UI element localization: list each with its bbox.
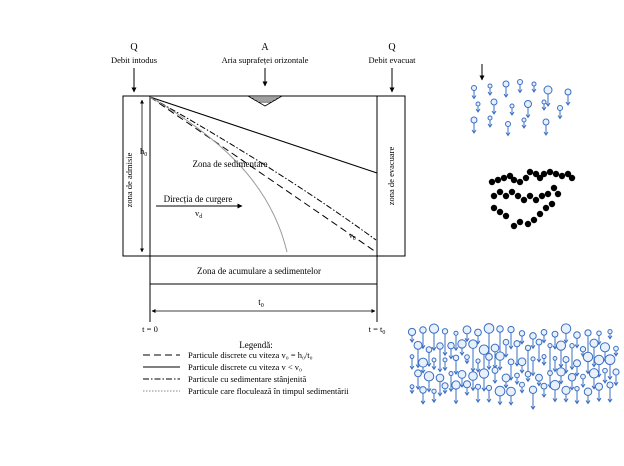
particle-icon bbox=[502, 374, 510, 388]
particle-icon bbox=[415, 370, 422, 389]
flow-direction-label: Direcția de curgere bbox=[163, 194, 233, 204]
particle-icon bbox=[452, 381, 460, 403]
floc-particle-icon bbox=[521, 197, 527, 203]
outlet-label: Debit evacuat bbox=[368, 55, 416, 65]
particle-icon bbox=[495, 386, 505, 404]
floc-particle-icon bbox=[527, 169, 533, 175]
hindered-particles-illustration bbox=[408, 324, 619, 409]
particle-icon bbox=[603, 368, 608, 382]
particle-icon bbox=[562, 386, 570, 401]
particle-icon bbox=[613, 369, 619, 385]
particle-icon bbox=[561, 324, 571, 343]
particle-icon bbox=[519, 331, 524, 344]
particle-icon bbox=[536, 374, 543, 385]
particle-icon bbox=[442, 383, 448, 393]
floc-particle-icon bbox=[547, 169, 553, 175]
particle-icon bbox=[518, 358, 526, 373]
time-end-label: $t = t_0$ bbox=[368, 324, 386, 336]
floc-chain-illustration bbox=[489, 169, 575, 229]
particle-icon bbox=[525, 101, 532, 118]
legend-item-dashdot: Particule cu sedimentare stânjenită bbox=[188, 374, 307, 384]
floc-particle-icon bbox=[517, 179, 523, 185]
floc-particle-icon bbox=[491, 193, 497, 199]
particle-icon bbox=[492, 367, 498, 383]
particle-icon bbox=[605, 355, 615, 379]
particle-icon bbox=[486, 385, 491, 402]
particle-icon bbox=[476, 102, 480, 112]
floc-particle-icon bbox=[503, 193, 509, 199]
particle-icon bbox=[488, 116, 492, 127]
time-start-label: t = 0 bbox=[142, 324, 158, 334]
particle-icon bbox=[570, 344, 574, 370]
particle-icon bbox=[543, 119, 549, 135]
particle-icon bbox=[496, 352, 504, 370]
particle-icon bbox=[532, 82, 536, 92]
floc-particle-icon bbox=[517, 219, 523, 225]
particle-icon bbox=[556, 341, 565, 367]
legend-item-solid: Particule discrete cu viteza v < v₀ bbox=[188, 362, 302, 372]
floc-particle-icon bbox=[525, 221, 531, 227]
floc-particle-icon bbox=[495, 177, 501, 183]
particle-icon bbox=[465, 355, 470, 364]
particle-icon bbox=[520, 382, 525, 393]
duration-label: $t_0$ bbox=[258, 297, 264, 309]
inlet-zone-label: zona de admisie bbox=[124, 152, 134, 208]
particle-icon bbox=[503, 81, 509, 97]
sludge-zone-label: Zona de acumulare a sedimentelor bbox=[197, 266, 321, 276]
floc-particle-icon bbox=[541, 171, 547, 177]
floc-particle-icon bbox=[545, 191, 551, 197]
floc-particle-icon bbox=[515, 193, 521, 199]
particle-icon bbox=[454, 331, 458, 350]
particle-icon bbox=[486, 354, 493, 370]
particle-icon bbox=[432, 358, 436, 369]
particle-icon bbox=[449, 371, 453, 391]
particle-icon bbox=[420, 387, 427, 404]
particle-icon bbox=[443, 358, 447, 370]
particle-icon bbox=[575, 386, 579, 403]
inlet-label: Debit intodus bbox=[110, 55, 158, 65]
particle-icon bbox=[508, 326, 514, 348]
floc-particle-icon bbox=[497, 189, 503, 195]
particle-icon bbox=[507, 387, 516, 405]
area-symbol: A bbox=[261, 42, 269, 53]
floc-particle-icon bbox=[511, 177, 517, 183]
floc-particle-icon bbox=[539, 193, 545, 199]
floc-particle-icon bbox=[537, 211, 543, 217]
water-surface-icon bbox=[248, 96, 282, 106]
area-label: Aria suprafeței orizontale bbox=[221, 55, 309, 65]
particle-icon bbox=[531, 357, 535, 376]
particle-icon bbox=[475, 384, 480, 402]
legend-title: Legendă: bbox=[239, 340, 273, 350]
particle-icon bbox=[529, 386, 536, 409]
floc-particle-icon bbox=[489, 179, 495, 185]
particle-icon bbox=[442, 329, 447, 356]
inlet-symbol: Q bbox=[130, 42, 138, 53]
floc-particle-icon bbox=[553, 171, 559, 177]
floc-particle-icon bbox=[491, 205, 497, 211]
particle-icon bbox=[574, 360, 581, 376]
particle-icon bbox=[506, 122, 511, 136]
particle-icon bbox=[518, 80, 523, 93]
particle-icon bbox=[472, 86, 477, 99]
floc-particle-icon bbox=[543, 205, 549, 211]
particle-icon bbox=[458, 340, 466, 355]
particle-icon bbox=[476, 359, 480, 372]
particle-icon bbox=[548, 343, 552, 373]
floc-particle-icon bbox=[527, 193, 533, 199]
particle-icon bbox=[595, 383, 602, 401]
particle-icon bbox=[608, 330, 612, 339]
legend-item-dashed: Particule discrete cu viteza v₀ = h₀/t₀ bbox=[188, 350, 313, 360]
particle-icon bbox=[542, 100, 546, 110]
particle-icon bbox=[614, 346, 619, 356]
floc-particle-icon bbox=[501, 175, 507, 181]
particle-icon bbox=[525, 371, 531, 381]
particle-icon bbox=[471, 117, 477, 133]
particle-icon bbox=[432, 389, 436, 402]
particle-icon bbox=[510, 104, 514, 115]
settling-zone-label: Zona de sedimentare bbox=[192, 159, 268, 169]
legend-item-dotted: Particule care floculează în timpul sedimentării bbox=[188, 386, 349, 396]
floc-particle-icon bbox=[569, 175, 575, 181]
outlet-zone-label: zona de evacuare bbox=[386, 146, 396, 206]
floc-particle-icon bbox=[559, 173, 565, 179]
particle-icon bbox=[463, 326, 471, 341]
legend bbox=[143, 340, 349, 396]
particle-icon bbox=[408, 328, 415, 342]
floc-particle-icon bbox=[531, 217, 537, 223]
outlet-symbol: Q bbox=[388, 42, 396, 53]
floc-particle-icon bbox=[551, 185, 557, 191]
particle-icon bbox=[515, 373, 520, 384]
floc-particle-icon bbox=[497, 209, 503, 215]
floc-particle-icon bbox=[503, 213, 509, 219]
particle-icon bbox=[410, 355, 414, 369]
particle-icon bbox=[584, 388, 591, 404]
particle-icon bbox=[536, 339, 542, 362]
particle-icon bbox=[463, 381, 470, 395]
floc-particle-icon bbox=[555, 191, 561, 197]
velocity-label: $v_d$ bbox=[195, 208, 203, 220]
particle-icon bbox=[491, 99, 497, 114]
particle-icon bbox=[574, 332, 581, 348]
particle-icon bbox=[565, 89, 571, 105]
particle-icon bbox=[530, 333, 536, 349]
particle-icon bbox=[469, 340, 478, 371]
particle-icon bbox=[453, 355, 458, 374]
particle-icon bbox=[410, 385, 414, 394]
particle-icon bbox=[550, 381, 559, 402]
floc-particle-icon bbox=[509, 189, 515, 195]
trajectory-v0 bbox=[150, 97, 376, 252]
particle-icon bbox=[558, 106, 563, 119]
floc-particle-icon bbox=[549, 201, 555, 207]
floc-particle-icon bbox=[523, 175, 529, 181]
v0-line-label: $v_0$ bbox=[349, 231, 356, 242]
discrete-particles-illustration bbox=[471, 80, 571, 136]
particle-icon bbox=[541, 383, 547, 397]
floc-particle-icon bbox=[511, 223, 517, 229]
particle-icon bbox=[581, 374, 586, 387]
depth-label: $h_0$ bbox=[140, 146, 148, 158]
tank-outline bbox=[123, 96, 405, 256]
particle-icon bbox=[522, 118, 526, 128]
particle-icon bbox=[553, 357, 557, 372]
floc-particle-icon bbox=[533, 197, 539, 203]
particle-icon bbox=[488, 84, 492, 95]
particle-icon bbox=[607, 382, 613, 402]
particle-icon bbox=[542, 355, 546, 365]
particle-icon bbox=[437, 343, 443, 372]
